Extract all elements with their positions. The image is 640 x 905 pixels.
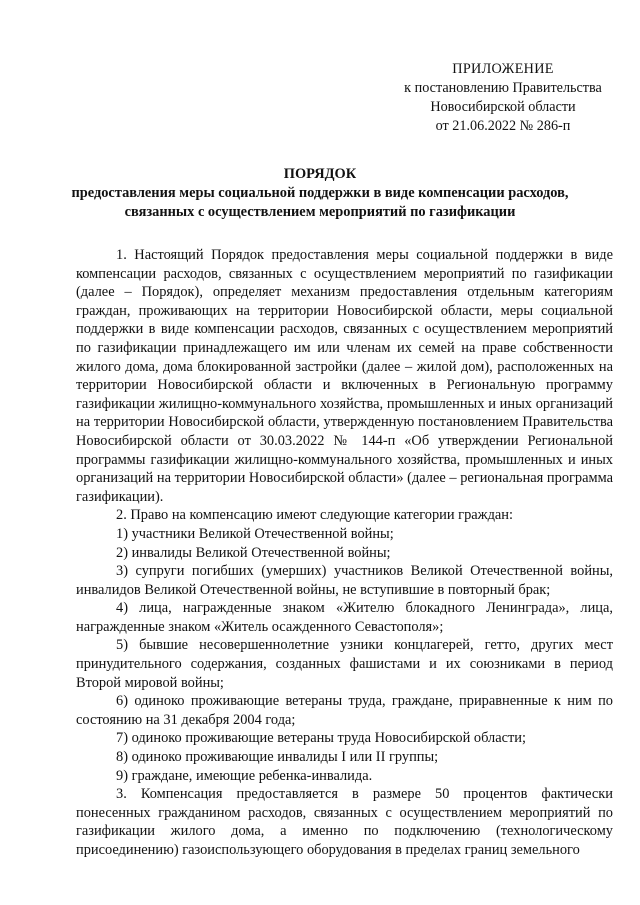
heading-subtitle-2: связанных с осуществлением мероприятий по газификации	[124, 204, 516, 220]
appendix-title: ПРИЛОЖЕНИЕ	[452, 61, 554, 77]
appendix-block	[388, 60, 618, 136]
list-item-1: 1) участники Великой Отечественной войны;	[116, 525, 394, 542]
list-item-5: 5) бывшие несовершеннолетние узники концлагерей, гетто, других мест принудительного содержания, созданных фашистами и их союзниками в период Второй мировой войны;	[76, 637, 613, 691]
heading-title: ПОРЯДОК	[283, 166, 357, 182]
paragraph-1: 1. Настоящий Порядок предоставления меры социальной поддержки в виде компенсации расходов, связанных с осуществлением мероприятий по газификации (далее – Порядок), определяет механизм предоставления отдельным категориям граждан, проживающих на территории Новосибирской области, меры социальной поддержки в виде компенсации расходов, связанных с осуществлением мероприятий по газификации принадлежащего им или членам их семей на праве собственности жилого дома, дома блокированной застройки (далее – жилой дом), расположенных на территории Новосибирской области и включенных в Региональную программу газификации жилищно-коммунального хозяйства, промышленных и иных организаций на территории Новосибирской области, утвержденную постановлением Правительства Новосибирской области от 30.03.2022 № 144-п «Об утверждении Региональной программы газификации жилищно-коммунального хозяйства, промышленных и иных организаций на территории Новосибирской области» (далее – региональная программа газификации).	[76, 247, 613, 505]
list-item-4: 4) лица, награжденные знаком «Жителю блокадного Ленинграда», лица, награжденные знаком «Житель осажденного Севастополя»;	[76, 600, 613, 635]
list-item-8: 8) одиноко проживающие инвалиды I или II группы;	[116, 749, 439, 766]
document-body	[76, 246, 613, 860]
list-item-9: 9) граждане, имеющие ребенка-инвалида.	[116, 767, 373, 784]
list-item-2: 2) инвалиды Великой Отечественной войны;	[116, 544, 391, 561]
list-item-6: 6) одиноко проживающие ветераны труда, граждане, приравненные к ним по состоянию на 31 декабря 2004 года;	[76, 693, 613, 728]
appendix-line-1: к постановлению Правительства	[404, 80, 602, 96]
paragraph-2: 2. Право на компенсацию имеют следующие категории граждан:	[116, 507, 513, 524]
paragraph-3: 3. Компенсация предоставляется в размере 50 процентов фактически понесенных гражданином расходов, связанных с осуществлением мероприятий по газификации жилого дома, а именно по подключению (технологическому присоединению) газоиспользующего оборудования в пределах границ земельного	[76, 786, 613, 858]
appendix-line-3: от 21.06.2022 № 286-п	[435, 118, 571, 134]
document-heading	[70, 165, 570, 222]
list-item-7: 7) одиноко проживающие ветераны труда Новосибирской области;	[116, 730, 527, 747]
appendix-line-2: Новосибирской области	[430, 99, 576, 115]
list-item-3: 3) супруги погибших (умерших) участников Великой Отечественной войны, инвалидов Великой Отечественной войны, не вступившие в повторный брак;	[76, 563, 613, 598]
heading-subtitle-1: предоставления меры социальной поддержки в виде компенсации расходов,	[71, 185, 569, 201]
